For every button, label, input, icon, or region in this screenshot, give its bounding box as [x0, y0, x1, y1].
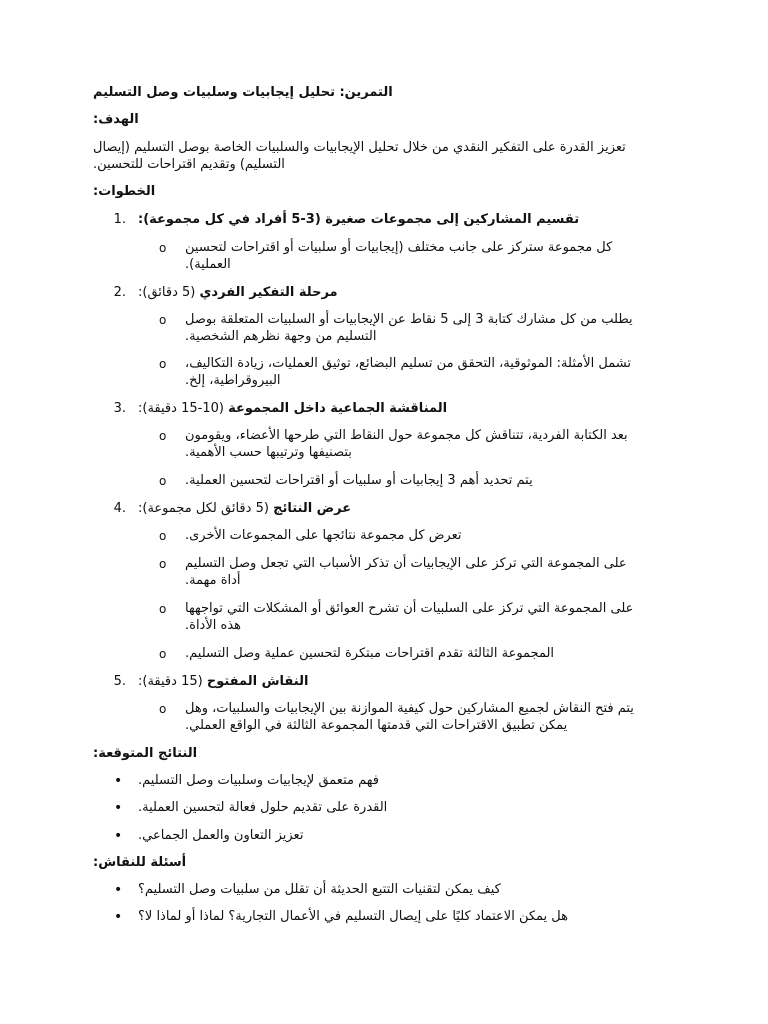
step-3-sub-2-marker: o — [159, 474, 167, 488]
step-5-duration: (15 دقيقة): — [138, 674, 203, 689]
questions-item-2: هل يمكن الاعتماد كليًا على إيصال التسليم في الأعمال التجارية؟ لماذا أو لماذا لا؟ — [138, 909, 569, 924]
step-2-sub-2-line1: تشمل الأمثلة: الموثوقية، التحقق من تسليم البضائع، توثيق العمليات، زيادة التكاليف، — [185, 356, 631, 371]
step-1-title: تقسيم المشاركين إلى مجموعات صغيرة (3-5 أفراد في كل مجموعة): — [138, 212, 580, 227]
results-bullet-3: • — [114, 828, 123, 844]
step-3-sub-2-line1: يتم تحديد أهم 3 إيجابيات أو سلبيات أو اقتراحات لتحسين العملية. — [185, 473, 533, 488]
step-1-sub-1-line1: كل مجموعة ستركز على جانب مختلف (إيجابيات أو سلبيات أو اقتراحات لتحسين — [185, 240, 613, 255]
results-bullet-1: • — [114, 773, 123, 789]
results-item-3: تعزيز التعاون والعمل الجماعي. — [138, 828, 304, 843]
results-item-2: القدرة على تقديم حلول فعالة لتحسين العملية. — [138, 800, 388, 815]
step-2-title: مرحلة التفكير الفردي — [199, 285, 338, 300]
questions-bullet-1: • — [114, 882, 123, 898]
questions-heading: أسئلة للنقاش: — [93, 855, 187, 870]
step-4-heading — [138, 500, 351, 518]
step-3-sub-1-marker: o — [159, 429, 167, 443]
step-3-duration: (10-15 دقيقة): — [138, 401, 224, 416]
step-2-sub-1-line1: يطلب من كل مشارك كتابة 3 إلى 5 نقاط عن الإيجابيات أو السلبيات المتعلقة بوصل — [185, 312, 633, 327]
questions-bullet-2: • — [114, 909, 123, 925]
step-2-number: 2. — [113, 285, 126, 300]
step-3-number: 3. — [113, 401, 126, 416]
step-3-sub-1-line2: بتصنيفها وترتيبها حسب الأهمية. — [185, 445, 352, 460]
step-4-sub-2-line2: أداة مهمة. — [185, 573, 241, 588]
step-2-sub-2-marker: o — [159, 357, 167, 371]
results-bullet-2: • — [114, 800, 123, 816]
goal-text-line1: تعزيز القدرة على التفكير النقدي من خلال تحليل الإيجابيات والسلبيات الخاصة بوصل التسليم (إيصال — [93, 140, 626, 155]
step-4-number: 4. — [113, 501, 126, 516]
step-1-sub-1-line2: العملية). — [185, 257, 231, 272]
steps-heading: الخطوات: — [93, 184, 156, 199]
goal-text-line2: التسليم) وتقديم اقتراحات للتحسين. — [93, 157, 285, 172]
step-4-sub-3-line1: على المجموعة التي تركز على السلبيات أن تشرح العوائق أو المشكلات التي تواجهها — [185, 601, 634, 616]
step-4-sub-1-line1: تعرض كل مجموعة نتائجها على المجموعات الأخرى. — [185, 528, 462, 543]
step-2-sub-1-marker: o — [159, 313, 167, 327]
step-5-sub-1-marker: o — [159, 702, 167, 716]
step-2-sub-2-line2: البيروقراطية، إلخ. — [185, 373, 281, 388]
step-5-sub-1-line2: يمكن تطبيق الاقتراحات التي قدمتها المجموعة الثالثة في الواقع العملي. — [185, 718, 568, 733]
step-3-heading — [138, 400, 447, 418]
step-5-title: النقاش المفتوح — [206, 674, 309, 689]
step-4-sub-1-marker: o — [159, 529, 167, 543]
step-2-heading — [138, 284, 338, 302]
step-4-sub-4-line1: المجموعة الثالثة تقدم اقتراحات مبتكرة لتحسين عملية وصل التسليم. — [185, 646, 555, 661]
step-1-sub-1-marker: o — [159, 241, 167, 255]
step-4-sub-3-marker: o — [159, 602, 167, 616]
step-4-sub-4-marker: o — [159, 647, 167, 661]
step-5-sub-1-line1: يتم فتح النقاش لجميع المشاركين حول كيفية الموازنة بين الإيجابيات والسلبيات، وهل — [185, 701, 634, 716]
document-title: التمرين: تحليل إيجابيات وسلبيات وصل التسليم — [93, 85, 393, 100]
step-5-number: 5. — [113, 674, 126, 689]
goal-heading: الهدف: — [93, 112, 139, 127]
step-4-duration: (5 دقائق لكل مجموعة): — [138, 501, 269, 516]
step-3-title: المناقشة الجماعية داخل المجموعة — [228, 401, 448, 416]
step-2-duration: (5 دقائق): — [138, 285, 196, 300]
step-4-title: عرض النتائج — [273, 501, 352, 516]
step-2-sub-1-line2: التسليم من وجهة نظرهم الشخصية. — [185, 329, 377, 344]
step-5-heading — [138, 673, 308, 691]
step-3-sub-1-line1: بعد الكتابة الفردية، تتناقش كل مجموعة حول النقاط التي طرحها الأعضاء، ويقومون — [185, 428, 628, 443]
step-4-sub-3-line2: هذه الأداة. — [185, 618, 241, 633]
step-4-sub-2-marker: o — [159, 557, 167, 571]
results-heading: النتائج المتوقعة: — [93, 746, 198, 761]
questions-item-1: كيف يمكن لتقنيات التتبع الحديثة أن تقلل من سلبيات وصل التسليم؟ — [138, 882, 501, 897]
step-1-number: 1. — [113, 212, 126, 227]
step-4-sub-2-line1: على المجموعة التي تركز على الإيجابيات أن تذكر الأسباب التي تجعل وصل التسليم — [185, 556, 627, 571]
results-item-1: فهم متعمق لإيجابيات وسلبيات وصل التسليم. — [138, 773, 379, 788]
